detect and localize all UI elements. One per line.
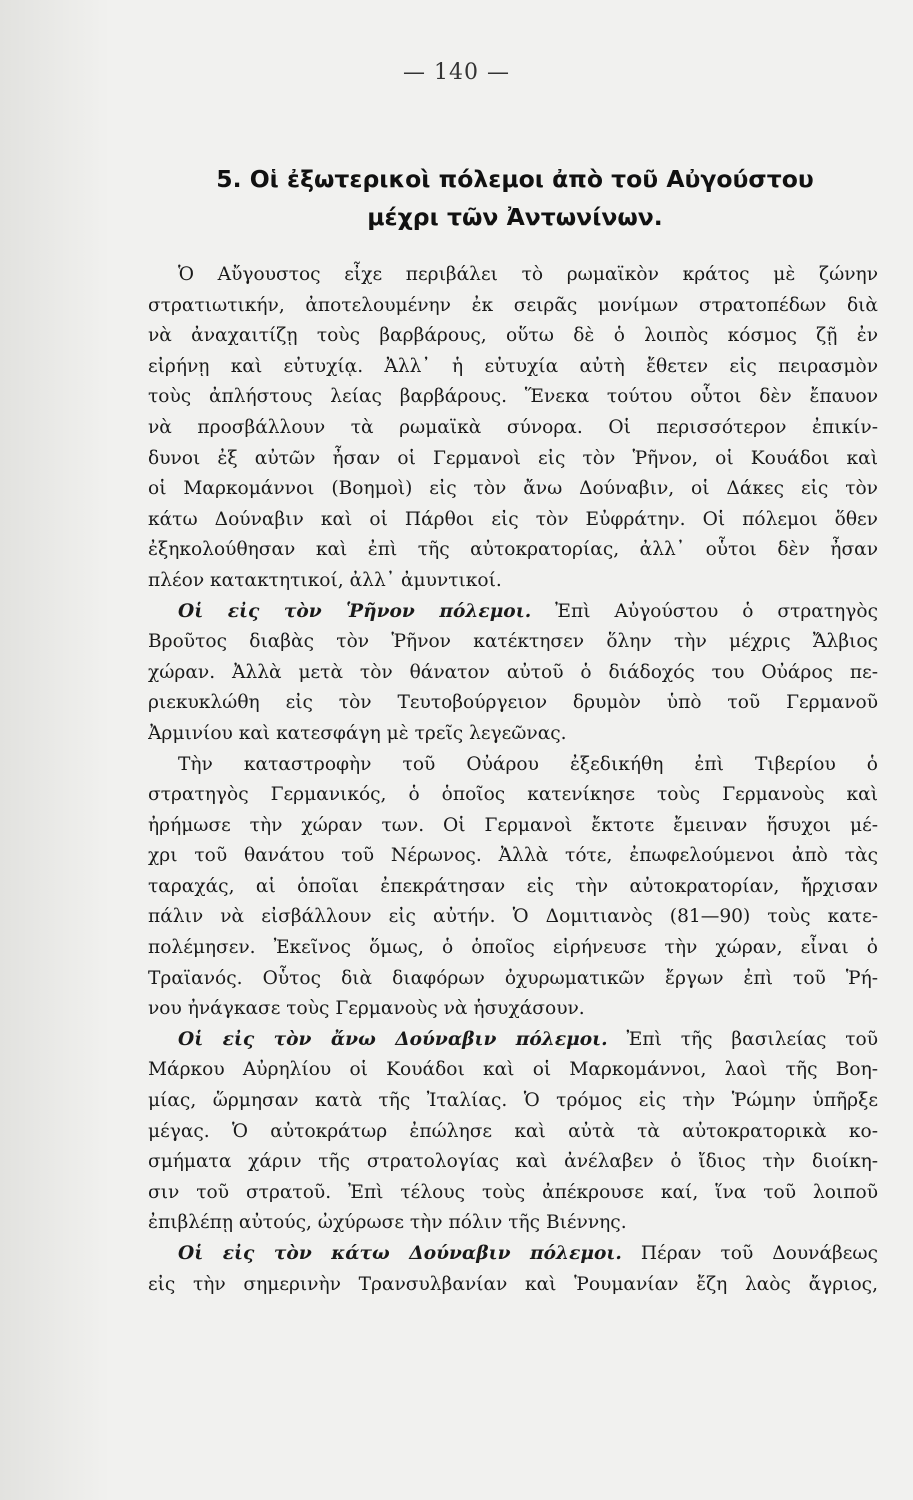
section-first-line-text: Ἐπὶ Αὐγούστου ὁ στρατηγὸς xyxy=(531,600,878,622)
section-first-line-text: Πέραν τοῦ Δουνάβεως xyxy=(621,1243,878,1264)
text-line: κάτω Δούναβιν καὶ οἱ Πάρθοι εἰς τὸν Εὐφράτην. Οἱ πόλεμοι ὅθεν xyxy=(148,508,878,530)
section-first-line xyxy=(148,1025,878,1056)
section-heading-lower-danube: Οἱ εἰς τὸν κάτω Δούναβιν πόλεμοι. xyxy=(178,1243,622,1264)
text-line: τοὺς ἀπλήστους λείας βαρβάρους. Ἕνεκα τούτου οὗτοι δὲν ἔπαυον xyxy=(148,386,878,408)
text-line: σιν τοῦ στρατοῦ. Ἐπὶ τέλους τοὺς ἀπέκρουσε καί, ἵνα τοῦ λοιποῦ xyxy=(148,1181,878,1203)
page-gutter-shadow xyxy=(0,0,110,1500)
text-line: Ἀρμινίου καὶ κατεσφάγη μὲ τρεῖς λεγεῶνας. xyxy=(148,722,567,744)
text-line: νὰ προσβάλλουν τὰ ρωμαϊκὰ σύνορα. Οἱ περισσότερον ἐπικίν- xyxy=(148,416,878,438)
text-line: στρατηγὸς Γερμανικός, ὁ ὁποῖος κατενίκησε τοὺς Γερμανοὺς καὶ xyxy=(148,784,878,806)
text-line: Μάρκου Αὐρηλίου οἱ Κουάδοι καὶ οἱ Μαρκομάννοι, λαοὶ τῆς Βοη- xyxy=(148,1059,878,1081)
page-number: — 140 — xyxy=(403,60,510,85)
text-line: ἠρήμωσε τὴν χώραν των. Οἱ Γερμανοὶ ἔκτοτε ἔμειναν ἥσυχοι μέ- xyxy=(148,814,878,836)
text-line: οἱ Μαρκομάννοι (Βοημοὶ) εἰς τὸν ἄνω Δούναβιν, οἱ Δάκες εἰς τὸν xyxy=(148,478,878,500)
text-line: πάλιν νὰ εἰσβάλλουν εἰς αὐτήν. Ὁ Δομιτιανὸς (81—90) τοὺς κατε- xyxy=(148,906,878,928)
text-line: πολέμησεν. Ἐκεῖνος ὅμως, ὁ ὁποῖος εἰρήνευσε τὴν χώραν, εἶναι ὁ xyxy=(148,937,878,959)
text-line: Τὴν καταστροφὴν τοῦ Οὐάρου ἐξεδικήθη ἐπὶ Τιβερίου ὁ xyxy=(178,753,878,775)
text-line: χώραν. Ἀλλὰ μετὰ τὸν θάνατον αὐτοῦ ὁ διάδοχός του Οὐάρος πε- xyxy=(148,661,878,683)
text-line: ταραχάς, αἱ ὁποῖαι ἐπεκράτησαν εἰς τὴν αὐτοκρατορίαν, ἤρχισαν xyxy=(148,875,878,897)
text-line: Βροῦτος διαβὰς τὸν Ῥῆνον κατέκτησεν ὅλην τὴν μέχρις Ἄλβιος xyxy=(148,631,878,653)
text-line: στρατιωτικήν, ἀποτελουμένην ἐκ σειρᾶς μονίμων στρατοπέδων διὰ xyxy=(148,294,878,316)
section-heading-upper-danube: Οἱ εἰς τὸν ἄνω Δούναβιν πόλεμοι. xyxy=(178,1028,608,1050)
section-first-line-text: Ἐπὶ τῆς βασιλείας τοῦ xyxy=(607,1028,878,1050)
text-line: εἰρήνῃ καὶ εὐτυχίᾳ. Ἀλλ᾽ ἡ εὐτυχία αὐτὴ ἔθετεν εἰς πειρασμὸν xyxy=(148,355,878,377)
chapter-title-line-2: μέχρι τῶν Ἀντωνίνων. xyxy=(367,203,663,231)
body-text xyxy=(148,260,878,1300)
text-line: ριεκυκλώθη εἰς τὸν Τευτοβούργειον δρυμὸν ὑπὸ τοῦ Γερμανοῦ xyxy=(148,692,878,714)
chapter-title xyxy=(150,160,880,236)
text-line: χρι τοῦ θανάτου τοῦ Νέρωνος. Ἀλλὰ τότε, ἐπωφελούμενοι ἀπὸ τὰς xyxy=(148,845,878,867)
text-line: εἰς τὴν σημερινὴν Τρανσυλβανίαν καὶ Ῥουμανίαν ἔζη λαὸς ἄγριος, xyxy=(148,1273,878,1295)
text-line: Τραϊανός. Οὗτος διὰ διαφόρων ὀχυρωματικῶν ἔργων ἐπὶ τοῦ Ῥή- xyxy=(148,967,878,989)
chapter-title-line-1: 5. Οἱ ἐξωτερικοὶ πόλεμοι ἀπὸ τοῦ Αὐγούστου xyxy=(216,165,814,193)
text-line: νου ἠνάγκασε τοὺς Γερμανοὺς νὰ ἡσυχάσουν. xyxy=(148,998,585,1020)
text-line: Ὁ Αὔγουστος εἶχε περιβάλει τὸ ρωμαϊκὸν κράτος μὲ ζώνην xyxy=(178,264,878,285)
section-heading-rhine: Οἱ εἰς τὸν Ῥῆνον πόλεμοι. xyxy=(178,600,532,622)
text-line: νὰ ἀναχαιτίζῃ τοὺς βαρβάρους, οὕτω δὲ ὁ λοιπὸς κόσμος ζῇ ἐν xyxy=(148,325,878,347)
text-line: ἐξηκολούθησαν καὶ ἐπὶ τῆς αὐτοκρατορίας, ἀλλ᾽ οὗτοι δὲν ἦσαν xyxy=(148,539,878,561)
section-first-line xyxy=(148,1239,878,1270)
text-line: πλέον κατακτητικοί, ἀλλ᾽ ἀμυντικοί. xyxy=(148,569,502,591)
text-line: μέγας. Ὁ αὐτοκράτωρ ἐπώλησε καὶ αὐτὰ τὰ αὐτοκρατορικὰ κο- xyxy=(148,1120,878,1142)
text-line: σμήματα χάριν τῆς στρατολογίας καὶ ἀνέλαβεν ὁ ἴδιος τὴν διοίκη- xyxy=(148,1151,878,1173)
section-first-line xyxy=(148,597,878,628)
text-line: ἐπιβλέπῃ αὐτούς, ὠχύρωσε τὴν πόλιν τῆς Βιέννης. xyxy=(148,1212,627,1234)
text-line: δυνοι ἐξ αὐτῶν ἦσαν οἱ Γερμανοὶ εἰς τὸν Ῥῆνον, οἱ Κουάδοι καὶ xyxy=(148,447,878,469)
text-line: μίας, ὥρμησαν κατὰ τῆς Ἰταλίας. Ὁ τρόμος εἰς τὴν Ῥώμην ὑπῆρξε xyxy=(148,1090,878,1112)
